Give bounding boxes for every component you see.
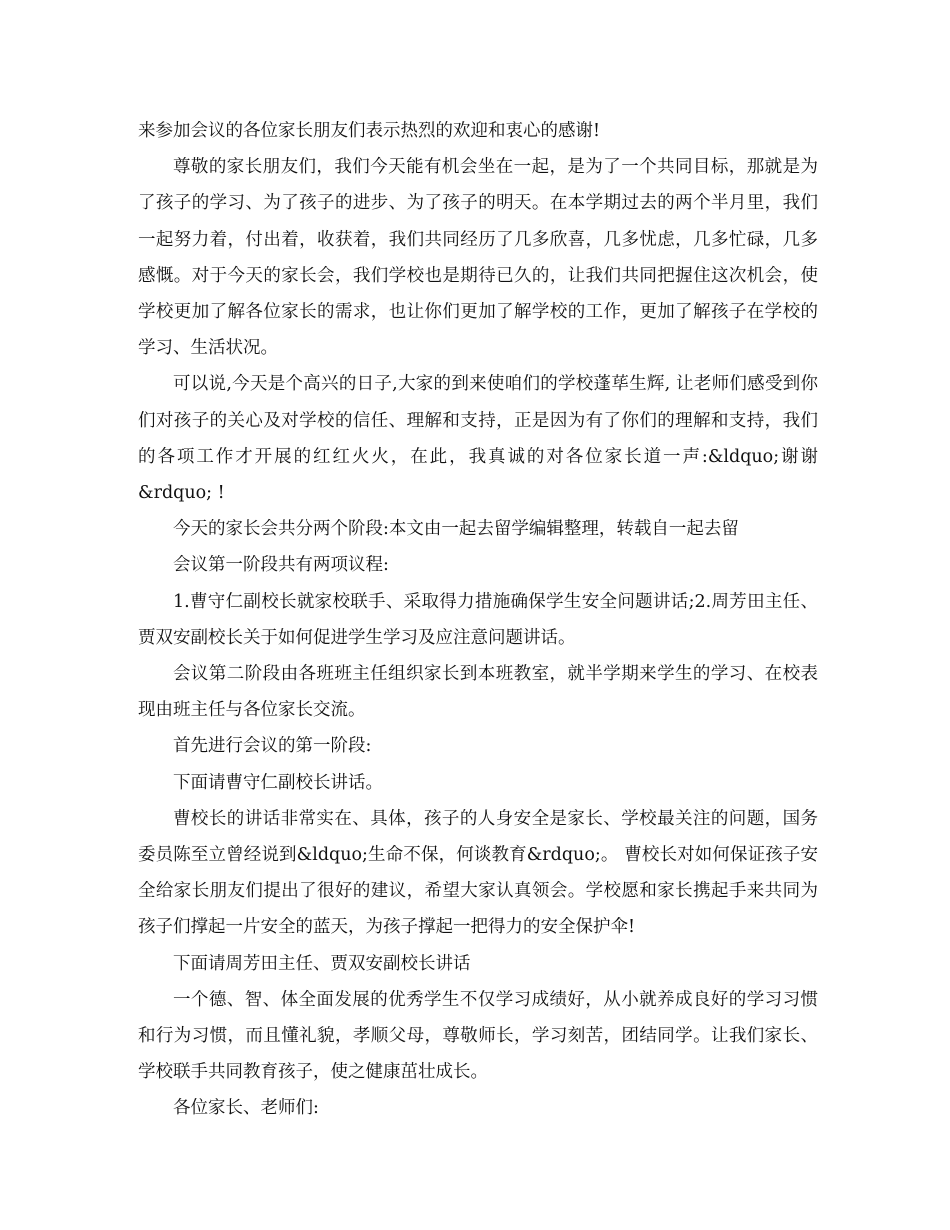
document-body xyxy=(138,113,818,1127)
paragraph-2: 尊敬的家长朋友们，我们今天能有机会坐在一起，是为了一个共同目标，那就是为了孩子的学习、为了孩子的进步、为了孩子的明天。在本学期过去的两个半月里，我们一起努力着，付出着，收获着，我们共同经历了几多欣喜，几多忧虑，几多忙碌，几多感慨。对于今天的家长会，我们学校也是期待已久的，让我们共同把握住这次机会，使学校更加了解各位家长的需求，也让你们更加了解学校的工作，更加了解孩子在学校的学习、生活状况。 xyxy=(138,157,818,359)
paragraph-13: 各位家长、老师们: xyxy=(173,1098,319,1119)
paragraph-7: 会议第二阶段由各班班主任组织家长到本班教室，就半学期来学生的学习、在校表现由班主任与各位家长交流。 xyxy=(138,664,818,721)
paragraph-8: 首先进行会议的第一阶段: xyxy=(173,736,372,757)
paragraph-5: 会议第一阶段共有两项议程: xyxy=(173,555,389,576)
paragraph-4: 今天的家长会共分两个阶段:本文由一起去留学编辑整理，转载自一起去留 xyxy=(173,519,739,540)
paragraph-12: 一个德、智、体全面发展的优秀学生不仅学习成绩好，从小就养成良好的学习习惯和行为习惯，而且懂礼貌，孝顺父母，尊敬师长，学习刻苦，团结同学。让我们家长、学校联手共同教育孩子，使之健康茁壮成长。 xyxy=(138,989,818,1083)
paragraph-3: 可以说,今天是个高兴的日子,大家的到来使咱们的学校蓬荜生辉, 让老师们感受到你们对孩子的关心及对学校的信任、理解和支持，正是因为有了你们的理解和支持，我们的各项工作才开展的红红火火，在此，我真诚的对各位家长道一声:&ldquo;谢谢&rdquo; ! xyxy=(138,374,818,504)
paragraph-1: 来参加会议的各位家长朋友们表示热烈的欢迎和衷心的感谢! xyxy=(138,121,601,141)
paragraph-10: 曹校长的讲话非常实在、具体，孩子的人身安全是家长、学校最关注的问题，国务委员陈至立曾经说到&ldquo;生命不保，何谈教育&rdquo;。 曹校长对如何保证孩子安全给家长朋友们提出了很好的建议，希望大家认真领会。学校愿和家长携起手来共同为孩子们撑起一片安全的蓝天，为孩子撑起一把得力的安全保护伞! xyxy=(138,808,818,938)
paragraph-9: 下面请曹守仁副校长讲话。 xyxy=(173,772,383,793)
paragraph-6: 1.曹守仁副校长就家校联手、采取得力措施确保学生安全问题讲话;2.周芳田主任、贾双安副校长关于如何促进学生学习及应注意问题讲话。 xyxy=(138,591,818,648)
paragraph-11: 下面请周芳田主任、贾双安副校长讲话 xyxy=(173,953,471,974)
